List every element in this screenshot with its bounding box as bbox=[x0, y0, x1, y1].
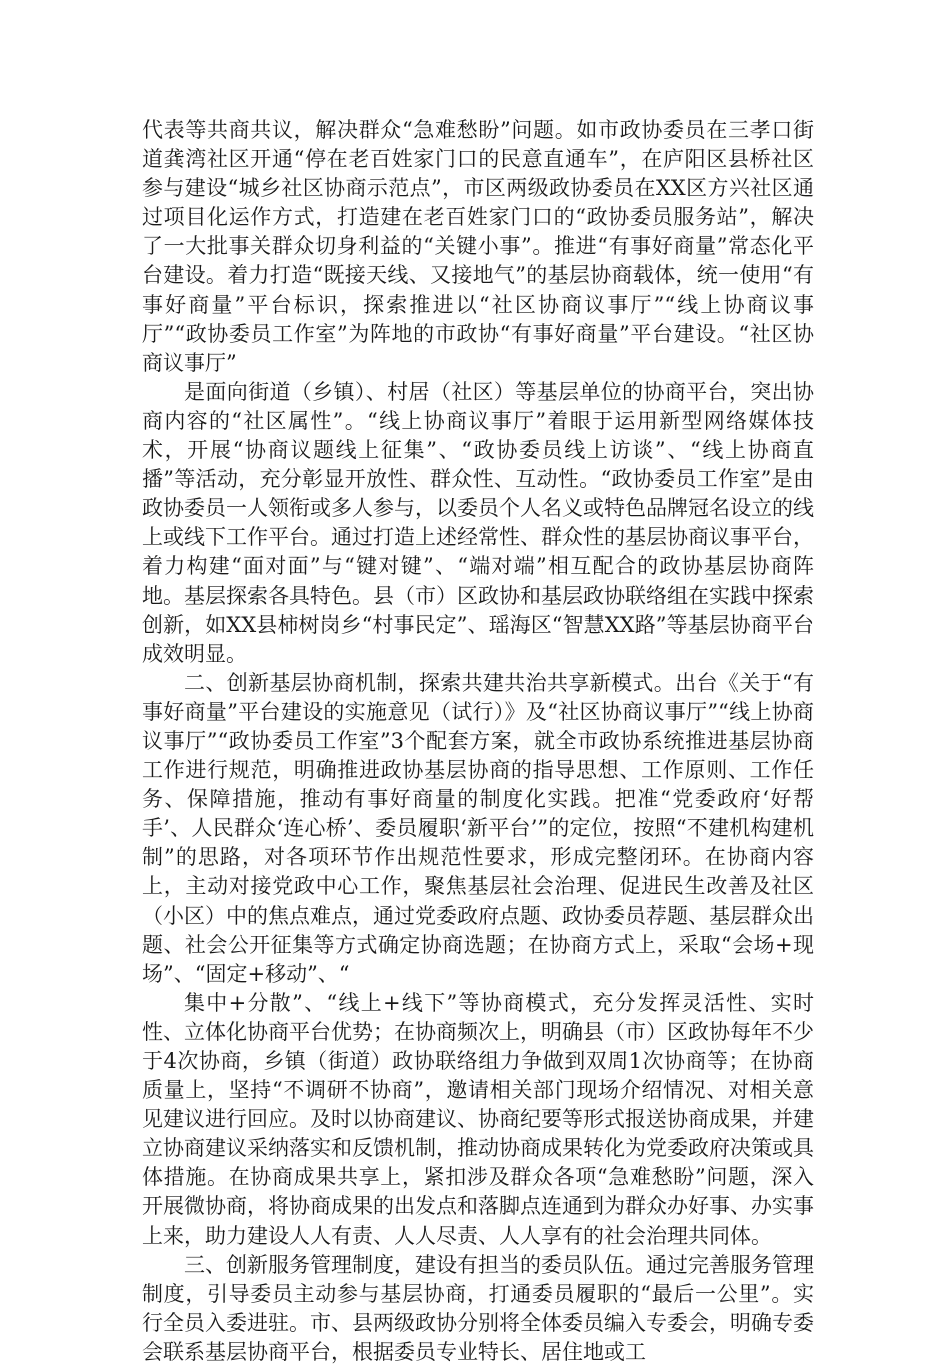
paragraph-section-two-mechanism: 二、创新基层协商机制，探索共建共治共享新模式。出台《关于“有事好商量”平台建设的实施意见（试行）》及“社区协商议事厅”“线上协商议事厅”“政协委员工作室”3个配套方案，就全市政协系统推进基层协商工作进行规范，明确推进政协基层协商的指导思想、工作原则、工作任务、保障措施，推动有事好商量的制度化实践。把准“党委政府‘好帮手’、人民群众‘连心桥’、委员履职‘新平台’”的定位，按照“不建机构建机制”的思路，对各项环节作出规范性要求，形成完整闭环。在协商内容上，主动对接党政中心工作，聚焦基层社会治理、促进民生改善及社区（小区）中的焦点难点，通过党委政府点题、政协委员荐题、基层群众出题、社会公开征集等方式确定协商选题；在协商方式上，采取“会场+现场”、“固定+移动”、“ bbox=[142, 670, 814, 986]
paragraph-section-three-management: 三、创新服务管理制度，建设有担当的委员队伍。通过完善服务管理制度，引导委员主动参与基层协商，打通委员履职的“最后一公里”。实行全员入委进驻。市、县两级政协分别将全体委员编入专委会，明确专委会联系基层协商平台，根据委员专业特长、居住地或工 bbox=[142, 1252, 814, 1364]
paragraph-consultation-modes: 集中+分散”、“线上+线下”等协商模式，充分发挥灵活性、实时性、立体化协商平台优势；在协商频次上，明确县（市）区政协每年不少于4次协商，乡镇（街道）政协联络组力争做到双周1次协商等；在协商质量上，坚持“不调研不协商”，邀请相关部门现场介绍情况、对相关意见建议进行回应。及时以协商建议、协商纪要等形式报送协商成果，并建立协商建议采纳落实和反馈机制，推动协商成果转化为党委政府决策或具体措施。在协商成果共享上，紧扣涉及群众各项“急难愁盼”问题，深入开展微协商，将协商成果的出发点和落脚点连通到为群众办好事、办实事上来，助力建设人人有责、人人尽责、人人享有的社会治理共同体。 bbox=[142, 990, 814, 1248]
document-body bbox=[142, 116, 814, 1367]
paragraph-consultation-platforms: 是面向街道（乡镇）、村居（社区）等基层单位的协商平台，突出协商内容的“社区属性”。“线上协商议事厅”着眼于运用新型网络媒体技术，开展“协商议题线上征集”、“政协委员线上访谈”、“线上协商直播”等活动，充分彰显开放性、群众性、互动性。“政协委员工作室”是由政协委员一人领衔或多人参与，以委员个人名义或特色品牌冠名设立的线上或线下工作平台。通过打造上述经常性、群众性的基层协商议事平台，着力构建“面对面”与“键对键”、“端对端”相互配合的政协基层协商阵地。基层探索各具特色。县（市）区政协和基层政协联络组在实践中探索创新，如XX县柿树岗乡“村事民定”、瑶海区“智慧XX路”等基层协商平台成效明显。 bbox=[142, 379, 814, 666]
paragraph-community-consultation: 代表等共商共议，解决群众“急难愁盼”问题。如市政协委员在三孝口街道龚湾社区开通“停在老百姓家门口的民意直通车”，在庐阳区县桥社区参与建设“城乡社区协商示范点”，市区两级政协委员在XX区方兴社区通过项目化运作方式，打造建在老百姓家门口的“政协委员服务站”，解决了一大批事关群众切身利益的“关键小事”。推进“有事好商量”常态化平台建设。着力打造“既接天线、又接地气”的基层协商载体，统一使用“有事好商量”平台标识，探索推进以“社区协商议事厅”“线上协商议事厅”“政协委员工作室”为阵地的市政协“有事好商量”平台建设。“社区协商议事厅” bbox=[142, 118, 814, 375]
